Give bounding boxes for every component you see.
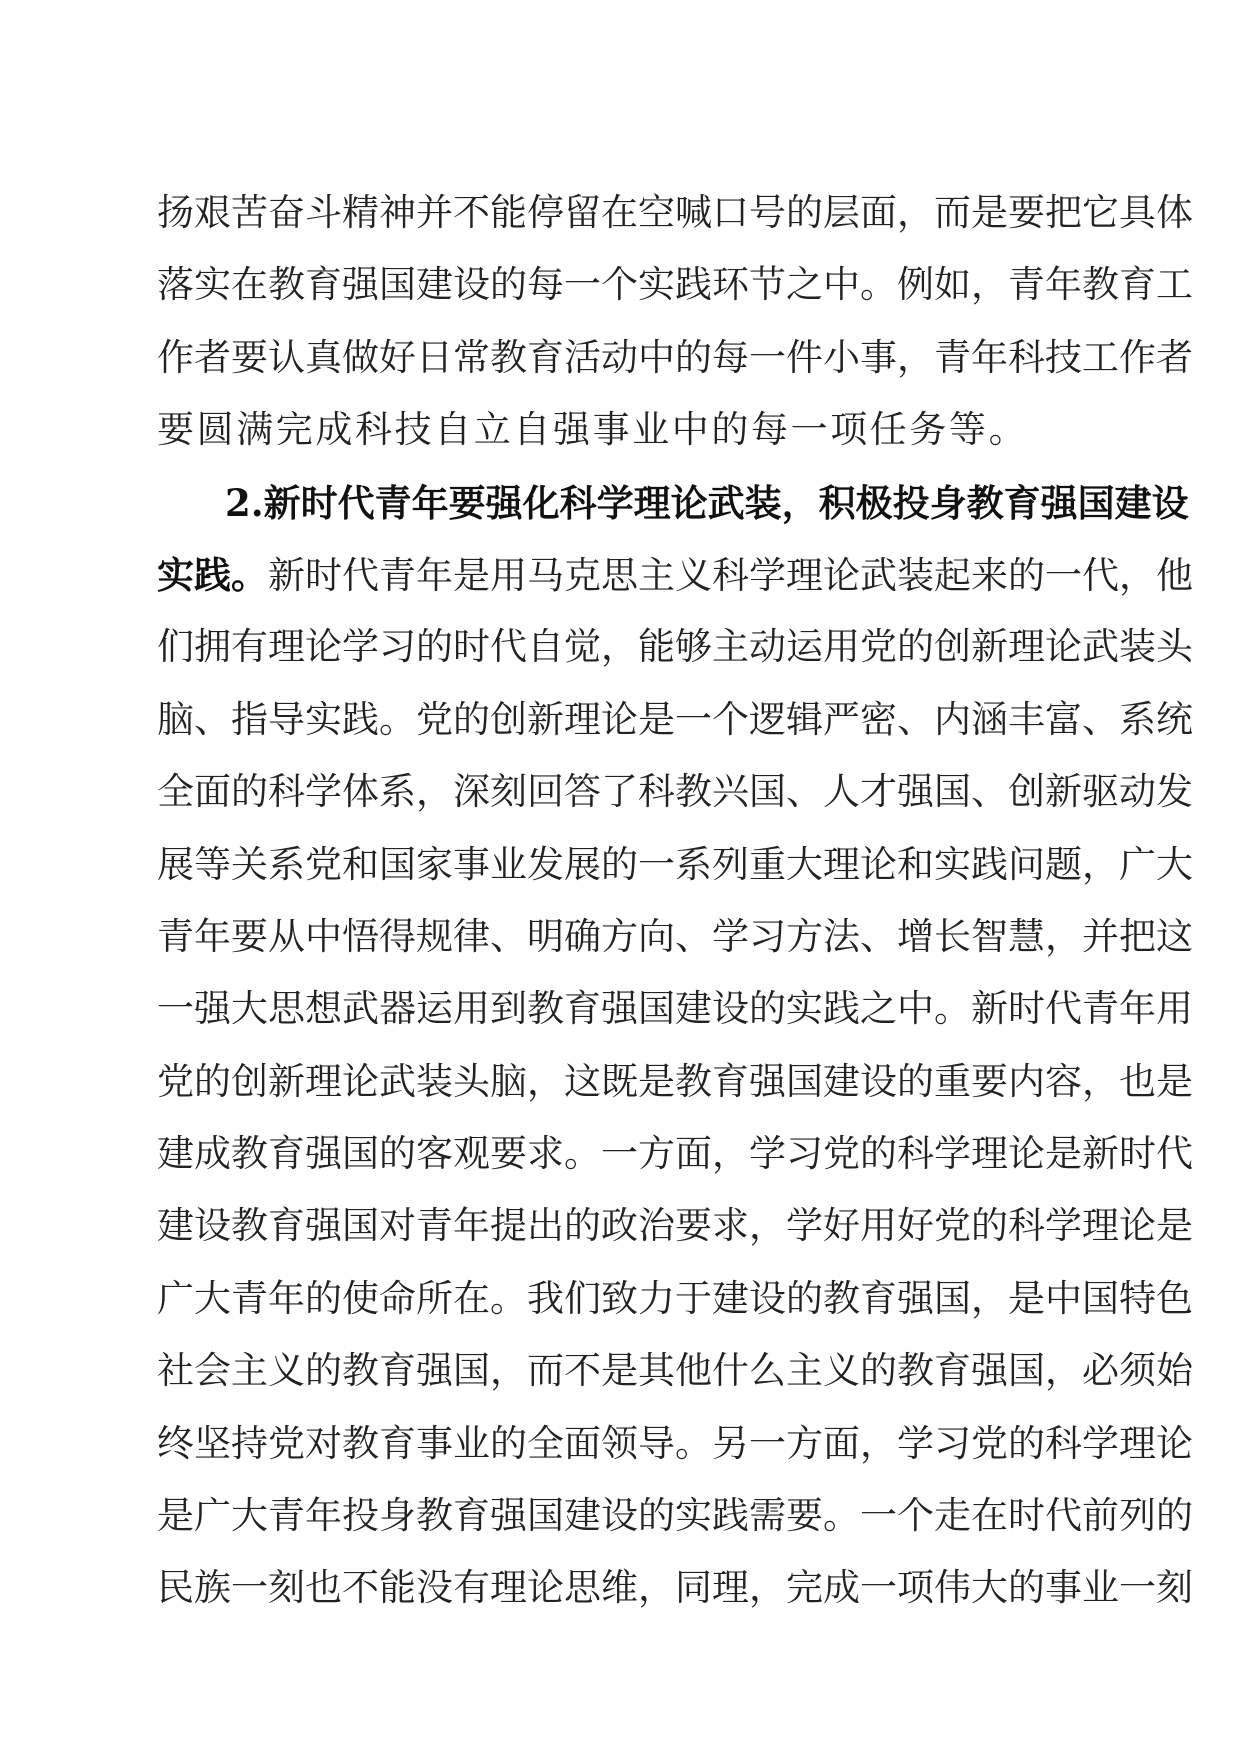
document-body bbox=[157, 177, 1193, 1625]
text-line: 一强大思想武器运用到教育强国建设的实践之中。新时代青年用 bbox=[157, 987, 1193, 1031]
section-heading-end: 实践。 bbox=[157, 552, 268, 597]
text-line: 脑、指导实践。党的创新理论是一个逻辑严密、内涵丰富、系统 bbox=[157, 697, 1193, 741]
text-line: 建成教育强国的客观要求。一方面，学习党的科学理论是新时代 bbox=[157, 1132, 1193, 1176]
text-line: 扬艰苦奋斗精神并不能停留在空喊口号的层面，而是要把它具体 bbox=[157, 191, 1193, 234]
text-line: 建设教育强国对青年提出的政治要求，学好用好党的科学理论是 bbox=[157, 1204, 1193, 1248]
text-line: 是广大青年投身教育强国建设的实践需要。一个走在时代前列的 bbox=[157, 1494, 1193, 1538]
text-line: 青年要从中悟得规律、明确方向、学习方法、增长智慧，并把这 bbox=[157, 914, 1193, 958]
text-line: 要圆满完成科技自立自强事业中的每一项任务等。 bbox=[157, 408, 1029, 452]
text-line-rest: 新时代青年是用马克思主义科学理论武装起来的一代，他 bbox=[268, 553, 1193, 597]
text-line: 展等关系党和国家事业发展的一系列重大理论和实践问题，广大 bbox=[157, 842, 1193, 886]
text-line: 作者要认真做好日常教育活动中的每一件小事，青年科技工作者 bbox=[157, 335, 1193, 379]
paragraph-2 bbox=[157, 467, 1193, 1625]
text-line: 落实在教育强国建设的每一个实践环节之中。例如，青年教育工 bbox=[157, 263, 1193, 307]
text-line: 党的创新理论武装头脑，这既是教育强国建设的重要内容，也是 bbox=[157, 1059, 1193, 1103]
section-heading: 2.新时代青年要强化科学理论武装，积极投身教育强国建设 bbox=[225, 480, 1189, 525]
text-line bbox=[157, 539, 1193, 611]
text-line: 广大青年的使命所在。我们致力于建设的教育强国，是中国特色 bbox=[157, 1276, 1193, 1320]
text-line: 全面的科学体系，深刻回答了科教兴国、人才强国、创新驱动发 bbox=[157, 770, 1193, 814]
text-line: 终坚持党对教育事业的全面领导。另一方面，学习党的科学理论 bbox=[157, 1421, 1193, 1465]
text-line: 民族一刻也不能没有理论思维，同理，完成一项伟大的事业一刻 bbox=[157, 1566, 1193, 1610]
text-line: 社会主义的教育强国，而不是其他什么主义的教育强国，必须始 bbox=[157, 1349, 1193, 1393]
text-line: 们拥有理论学习的时代自觉，能够主动运用党的创新理论武装头 bbox=[157, 625, 1193, 669]
paragraph-1 bbox=[157, 177, 1193, 467]
